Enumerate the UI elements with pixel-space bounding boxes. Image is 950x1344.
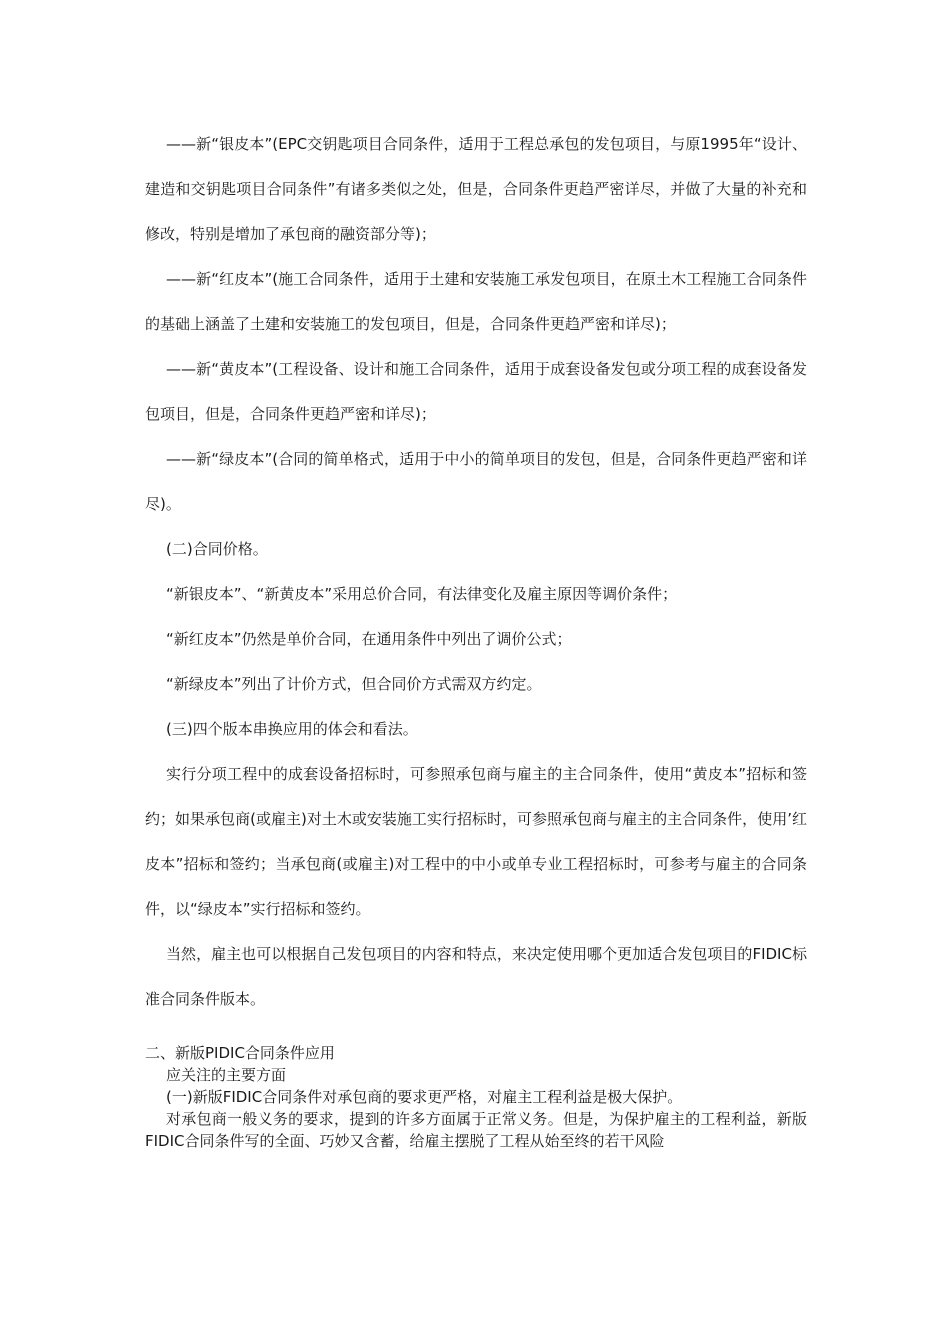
paragraph-red-book: ——新“红皮本”(施工合同条件，适用于土建和安装施工承发包项目，在原土木工程施工合同条件的基础上涵盖了土建和安装施工的发包项目，但是，合同条件更趋严密和详尽)； [145, 270, 807, 333]
paragraph-price-green: “新绿皮本”列出了计价方式，但合同价方式需双方约定。 [166, 675, 542, 693]
paragraph-green-book: ——新“绿皮本”(合同的简单格式，适用于中小的简单项目的发包，但是，合同条件更趋严密和详尽)。 [145, 450, 807, 513]
heading-contract-price: (二)合同价格。 [166, 540, 268, 558]
section-subheading: 应关注的主要方面 [166, 1066, 287, 1084]
paragraph-employer-choice: 当然，雇主也可以根据自己发包项目的内容和特点，来决定使用哪个更加适合发包项目的FIDIC标准合同条件版本。 [145, 945, 807, 1008]
section-gap [145, 1022, 807, 1042]
section-heading: 二、新版PIDIC合同条件应用 [145, 1044, 335, 1062]
heading-four-versions: (三)四个版本串换应用的体会和看法。 [166, 720, 418, 738]
paragraph-yellow-book: ——新“黄皮本”(工程设备、设计和施工合同条件，适用于成套设备发包或分项工程的成套设备发包项目，但是，合同条件更趋严密和详尽)； [145, 360, 807, 423]
paragraph-contractor-obligations: 对承包商一般义务的要求，提到的许多方面属于正常义务。但是，为保护雇主的工程利益，新版FIDIC合同条件写的全面、巧妙又含蓄，给雇主摆脱了工程从始至终的若干风险 [145, 1110, 807, 1150]
paragraph-version-application: 实行分项工程中的成套设备招标时，可参照承包商与雇主的主合同条件，使用“黄皮本”招标和签约；如果承包商(或雇主)对土木或安装施工实行招标时，可参照承包商与雇主的主合同条件，使用’红皮本”招标和签约；当承包商(或雇主)对工程中的中小或单专业工程招标时，可参考与雇主的合同条件，以“绿皮本”实行招标和签约。 [145, 765, 807, 918]
paragraph-price-silver-yellow: “新银皮本”、“新黄皮本”采用总价合同，有法律变化及雇主原因等调价条件； [166, 585, 678, 603]
paragraph-silver-book: ——新“银皮本”(EPC交钥匙项目合同条件，适用于工程总承包的发包项目，与原1995年“设计、建造和交钥匙项目合同条件”有诸多类似之处，但是，合同条件更趋严密详尽，并做了大量的补充和修改，特别是增加了承包商的融资部分等)； [145, 135, 807, 243]
document-page [145, 122, 807, 1152]
paragraph-price-red: “新红皮本”仍然是单价合同，在通用条件中列出了调价公式； [166, 630, 572, 648]
paragraph-strict-requirements: (一)新版FIDIC合同条件对承包商的要求更严格，对雇主工程利益是极大保护。 [166, 1088, 683, 1106]
